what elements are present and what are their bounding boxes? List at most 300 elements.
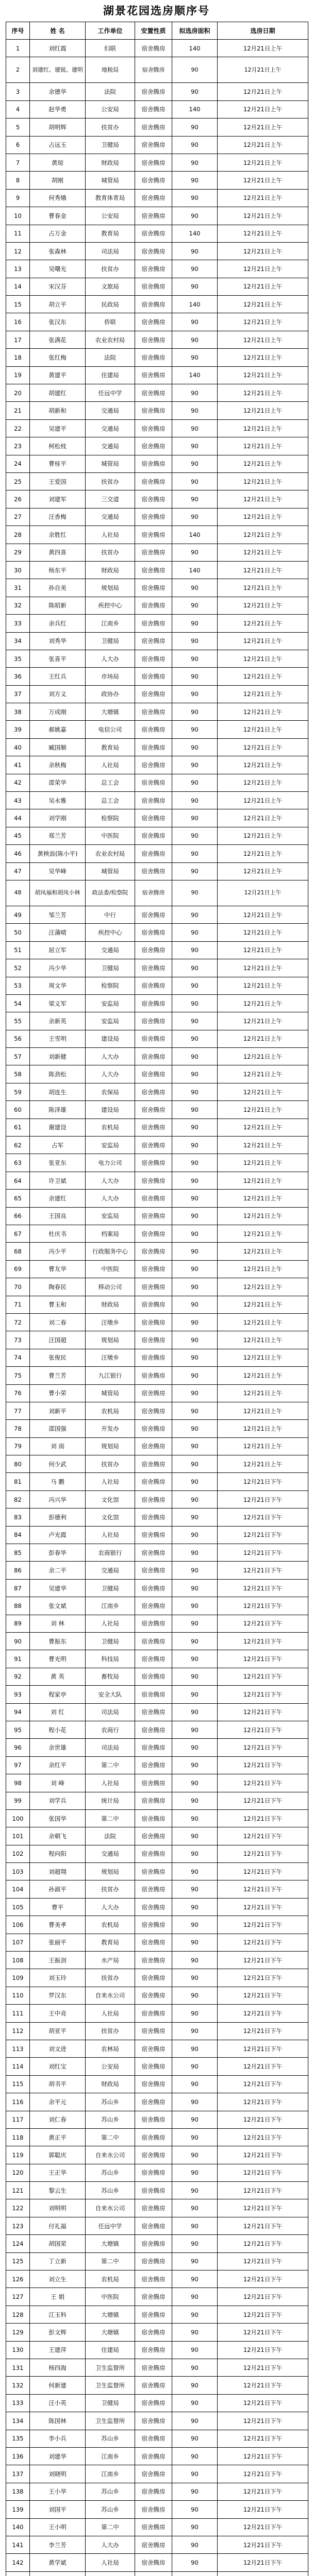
- cell-area: 90: [172, 2501, 218, 2518]
- cell-date: 12月21日上午: [218, 366, 308, 384]
- cell-name: 屈立军: [30, 941, 86, 959]
- cell-seq: 31: [6, 579, 30, 597]
- cell-unit: 教育局: [86, 1934, 135, 1951]
- cell-unit: 城管局: [86, 455, 135, 472]
- cell-type: 宿舍腾房: [135, 792, 172, 809]
- table-row: [6, 2465, 308, 2483]
- cell-type: 宿舍腾房: [135, 313, 172, 331]
- cell-name: 张国华: [30, 1809, 86, 1827]
- cell-name: 王红兵: [30, 668, 86, 685]
- table-row: [6, 1739, 308, 1756]
- table-row: [6, 1863, 308, 1880]
- cell-name: 曹平: [30, 1898, 86, 1916]
- cell-unit: 扶贫办: [86, 544, 135, 561]
- table-row: [6, 2447, 308, 2465]
- cell-name: 曹光明: [30, 1650, 86, 1668]
- cell-area: 90: [172, 1260, 218, 1278]
- cell-unit: 苏山乡: [86, 2182, 135, 2199]
- cell-seq: 111: [6, 2005, 30, 2022]
- cell-type: 宿舍腾房: [135, 2164, 172, 2181]
- table-row: [6, 136, 308, 154]
- cell-seq: 6: [6, 136, 30, 154]
- cell-area: 90: [172, 2235, 218, 2252]
- cell-unit: 农林局: [86, 2040, 135, 2057]
- cell-seq: 53: [6, 977, 30, 994]
- cell-name: 何新建: [30, 2377, 86, 2394]
- cell-area: 90: [172, 2111, 218, 2128]
- cell-area: 90: [172, 2394, 218, 2412]
- cell-date: 12月21日上午: [218, 455, 308, 472]
- cell-date: 12月21日下午: [218, 1615, 308, 1632]
- cell-seq: 28: [6, 526, 30, 544]
- cell-area: 90: [172, 2199, 218, 2217]
- cell-seq: 33: [6, 615, 30, 632]
- cell-unit: 大塘镇: [86, 2306, 135, 2323]
- table-row: [6, 2093, 308, 2111]
- cell-unit: 卫健局: [86, 2394, 135, 2412]
- cell-type: 宿舍腾房: [135, 2252, 172, 2270]
- table-row: [6, 278, 308, 295]
- cell-date: [218, 2571, 308, 2576]
- cell-name: 黄琼: [30, 154, 86, 171]
- cell-unit: 三交道: [86, 490, 135, 508]
- table-row: [6, 242, 308, 260]
- table-row: [6, 366, 308, 384]
- cell-type: 宿舍腾房: [135, 994, 172, 1012]
- table-row: [6, 579, 308, 597]
- cell-seq: 126: [6, 2270, 30, 2288]
- cell-unit: 疾控中心: [86, 597, 135, 614]
- cell-seq: 109: [6, 1969, 30, 1987]
- cell-unit: 第二中: [86, 2128, 135, 2146]
- table-row: [6, 1809, 308, 1827]
- cell-date: 12月21日下午: [218, 1916, 308, 1934]
- cell-date: 12月21日下午: [218, 2217, 308, 2234]
- cell-unit: 江南乡: [86, 2465, 135, 2483]
- table-row: [6, 721, 308, 738]
- cell-unit: 中医院: [86, 2288, 135, 2306]
- cell-type: 宿舍腾房: [135, 1349, 172, 1366]
- cell-name: 汪小英: [30, 2394, 86, 2412]
- cell-seq: 139: [6, 2501, 30, 2518]
- cell-type: 宿舍腾房: [135, 845, 172, 862]
- cell-area: 90: [172, 1207, 218, 1225]
- cell-type: 宿舍腾房: [135, 579, 172, 597]
- cell-unit: 财政局: [86, 561, 135, 579]
- cell-area: 90: [172, 685, 218, 703]
- cell-unit: 人社局: [86, 526, 135, 544]
- cell-name: 张森林: [30, 242, 86, 260]
- cell-seq: 75: [6, 1367, 30, 1384]
- cell-type: 宿舍腾房: [135, 1845, 172, 1862]
- table-row: [6, 738, 308, 756]
- header-row: [6, 22, 308, 40]
- table-row: [6, 2483, 308, 2500]
- cell-unit: 卫健局: [86, 1632, 135, 1650]
- header-name: 姓 名: [30, 22, 86, 40]
- cell-date: 12月21日上午: [218, 1437, 308, 1455]
- cell-type: 宿舍腾房: [135, 455, 172, 472]
- cell-name: 刘立生: [30, 2270, 86, 2288]
- table-row: [6, 924, 308, 941]
- cell-seq: 86: [6, 1562, 30, 1579]
- cell-type: 宿舍腾房: [135, 1739, 172, 1756]
- table-row: [6, 2146, 308, 2164]
- cell-unit: 人社局: [86, 1526, 135, 1544]
- cell-unit: 苏山乡: [86, 2093, 135, 2111]
- table-row: [6, 880, 308, 906]
- cell-date: 12月21日下午: [218, 1952, 308, 1969]
- cell-name: 刘新健: [30, 1048, 86, 1065]
- cell-name: 罗汉东: [30, 1987, 86, 2004]
- cell-seq: 99: [6, 1792, 30, 1809]
- cell-type: 宿舍腾房: [135, 1579, 172, 1597]
- cell-name: 张红梅: [30, 349, 86, 366]
- cell-area: 90: [172, 1225, 218, 1243]
- table-row: [6, 597, 308, 614]
- cell-type: 宿舍腾房: [135, 1154, 172, 1172]
- cell-name: 郝姚嘉: [30, 721, 86, 738]
- cell-date: 12月21日上午: [218, 1331, 308, 1349]
- table-row: [6, 154, 308, 171]
- cell-date: 12月21日上午: [218, 349, 308, 366]
- cell-unit: 人社局: [86, 1615, 135, 1632]
- cell-unit: 交通局: [86, 402, 135, 419]
- cell-date: 12月21日下午: [218, 1898, 308, 1916]
- table-row: [6, 1367, 308, 1384]
- cell-unit: 科技局: [86, 1650, 135, 1668]
- cell-name: 刘红霞: [30, 40, 86, 57]
- cell-area: 90: [172, 1579, 218, 1597]
- cell-area: 90: [172, 2288, 218, 2306]
- cell-date: 12月21日上午: [218, 906, 308, 923]
- cell-type: 宿舍腾房: [135, 172, 172, 189]
- cell-type: 宿舍腾房: [135, 1809, 172, 1827]
- cell-type: 宿舍腾房: [135, 136, 172, 154]
- cell-type: 宿舍腾房: [135, 57, 172, 83]
- table-row: [6, 1137, 308, 1154]
- cell-type: 宿舍腾房: [135, 384, 172, 402]
- cell-area: 90: [172, 1597, 218, 1615]
- table-row: [6, 862, 308, 880]
- cell-date: 12月21日上午: [218, 1137, 308, 1154]
- cell-type: 宿舍腾房: [135, 1367, 172, 1384]
- cell-unit: 财政局: [86, 154, 135, 171]
- cell-area: 90: [172, 1243, 218, 1260]
- table-row: [6, 296, 308, 313]
- cell-area: 90: [172, 1916, 218, 1934]
- cell-date: 12月21日上午: [218, 136, 308, 154]
- cell-date: 12月21日上午: [218, 561, 308, 579]
- cell-unit: 总工会: [86, 774, 135, 791]
- cell-name: 张俊民: [30, 1349, 86, 1366]
- cell-unit: 法院: [86, 1827, 135, 1845]
- cell-seq: 110: [6, 1987, 30, 2004]
- cell-date: 12月21日上午: [218, 1313, 308, 1331]
- cell-area: 90: [172, 1809, 218, 1827]
- cell-date: 12月21日下午: [218, 2146, 308, 2164]
- cell-date: 12月21日下午: [218, 1756, 308, 1774]
- cell-name: 李兰芳: [30, 2536, 86, 2553]
- cell-seq: 46: [6, 845, 30, 862]
- roster-table: [6, 22, 308, 2576]
- cell-area: 90: [172, 615, 218, 632]
- cell-area: 140: [172, 526, 218, 544]
- cell-unit: 电信公司: [86, 721, 135, 738]
- cell-date: 12月21日下午: [218, 2288, 308, 2306]
- cell-name: 王 娟: [30, 2288, 86, 2306]
- cell-date: 12月21日上午: [218, 703, 308, 721]
- cell-seq: 137: [6, 2465, 30, 2483]
- cell-type: 宿舍腾房: [135, 2022, 172, 2040]
- cell-type: 宿舍腾房: [135, 544, 172, 561]
- cell-type: 宿舍腾房: [135, 2146, 172, 2164]
- cell-name: 刘 雨: [30, 1437, 86, 1455]
- table-row: [6, 650, 308, 667]
- cell-seq: 4: [6, 100, 30, 118]
- cell-unit: 卫生监督所: [86, 2359, 135, 2377]
- table-row: [6, 1845, 308, 1862]
- cell-type: 宿舍腾房: [135, 862, 172, 880]
- cell-type: 宿舍腾房: [135, 561, 172, 579]
- cell-unit: 九江银行: [86, 1367, 135, 1384]
- cell-date: 12月21日上午: [218, 650, 308, 667]
- cell-type: 宿舍腾房: [135, 774, 172, 791]
- cell-seq: 142: [6, 2554, 30, 2571]
- cell-unit: 农业农村局: [86, 845, 135, 862]
- cell-name: 余建红: [30, 1190, 86, 1207]
- cell-area: 90: [172, 1969, 218, 1987]
- cell-unit: 妇联: [86, 40, 135, 57]
- cell-date: 12月21日下午: [218, 2536, 308, 2553]
- cell-name: 吴永雅: [30, 792, 86, 809]
- cell-area: 90: [172, 1048, 218, 1065]
- cell-area: 90: [172, 2430, 218, 2447]
- cell-date: 12月21日下午: [218, 2306, 308, 2323]
- cell-date: 12月21日上午: [218, 809, 308, 827]
- cell-type: 宿舍腾房: [135, 1562, 172, 1579]
- cell-unit: 苏山乡: [86, 2430, 135, 2447]
- cell-name: 冯兴华: [30, 1490, 86, 1508]
- cell-unit: 安监局: [86, 1012, 135, 1030]
- cell-unit: 财政局: [86, 2075, 135, 2093]
- cell-area: 90: [172, 1934, 218, 1951]
- cell-type: 宿舍腾房: [135, 2005, 172, 2022]
- cell-area: 90: [172, 1987, 218, 2004]
- table-row: [6, 685, 308, 703]
- cell-name: 胡连生: [30, 1083, 86, 1100]
- cell-date: 12月21日上午: [218, 472, 308, 490]
- cell-date: 12月21日下午: [218, 2199, 308, 2217]
- cell-seq: 94: [6, 1703, 30, 1721]
- cell-name: 刘晓明: [30, 2465, 86, 2483]
- cell-name: 李小兵: [30, 2430, 86, 2447]
- cell-name: 黄四喜: [30, 544, 86, 561]
- cell-area: 90: [172, 2554, 218, 2571]
- cell-seq: 61: [6, 1118, 30, 1136]
- cell-unit: 卫健局: [86, 959, 135, 977]
- cell-seq: 34: [6, 632, 30, 650]
- cell-date: 12月21日下午: [218, 2270, 308, 2288]
- cell-name: 吴建平: [30, 419, 86, 437]
- cell-type: 宿舍腾房: [135, 756, 172, 774]
- cell-seq: 68: [6, 1243, 30, 1260]
- cell-unit: 交通局: [86, 1562, 135, 1579]
- cell-seq: 55: [6, 1012, 30, 1030]
- cell-name: 万成刚: [30, 703, 86, 721]
- cell-unit: 扶贫办: [86, 472, 135, 490]
- cell-type: 宿舍腾房: [135, 1012, 172, 1030]
- cell-area: 90: [172, 544, 218, 561]
- cell-seq: 103: [6, 1863, 30, 1880]
- cell-seq: 70: [6, 1278, 30, 1296]
- cell-date: 12月21日下午: [218, 2075, 308, 2093]
- cell-type: 宿舍腾房: [135, 1916, 172, 1934]
- cell-date: 12月21日下午: [218, 1863, 308, 1880]
- cell-seq: 18: [6, 349, 30, 366]
- cell-unit: 检察院: [86, 977, 135, 994]
- cell-area: 90: [172, 2412, 218, 2430]
- cell-seq: 113: [6, 2040, 30, 2057]
- cell-unit: 统计局: [86, 1792, 135, 1809]
- table-row: [6, 941, 308, 959]
- table-row: [6, 260, 308, 278]
- table-row: [6, 632, 308, 650]
- cell-name: 黄学斌: [30, 2554, 86, 2571]
- table-row: [6, 774, 308, 791]
- table-row: [6, 1313, 308, 1331]
- cell-seq: 64: [6, 1172, 30, 1189]
- cell-unit: 第二中: [86, 2252, 135, 2270]
- cell-name: 胡刚: [30, 172, 86, 189]
- cell-date: 12月21日上午: [218, 57, 308, 83]
- table-row: [6, 615, 308, 632]
- table-row: [6, 703, 308, 721]
- cell-area: 90: [172, 977, 218, 994]
- cell-name: 刘 峰: [30, 1774, 86, 1792]
- cell-seq: 108: [6, 1952, 30, 1969]
- cell-area: 90: [172, 278, 218, 295]
- cell-name: 梁义军: [30, 994, 86, 1012]
- cell-area: 90: [172, 1721, 218, 1738]
- cell-date: 12月21日上午: [218, 1083, 308, 1100]
- cell-date: 12月21日上午: [218, 738, 308, 756]
- cell-name: 付礼福: [30, 2217, 86, 2234]
- cell-date: 12月21日上午: [218, 994, 308, 1012]
- cell-unit: 农机局: [86, 1402, 135, 1419]
- cell-unit: 扶贫办: [86, 118, 135, 136]
- cell-area: 90: [172, 1455, 218, 1473]
- cell-area: 90: [172, 1118, 218, 1136]
- cell-unit: 财政局: [86, 1296, 135, 1313]
- cell-name: 余世雄: [30, 1739, 86, 1756]
- cell-type: 宿舍腾房: [135, 2288, 172, 2306]
- table-row: [6, 959, 308, 977]
- cell-unit: 自来水公司: [86, 1987, 135, 2004]
- table-row: [6, 1756, 308, 1774]
- cell-date: 12月21日上午: [218, 490, 308, 508]
- cell-seq: 37: [6, 685, 30, 703]
- cell-unit: 建设局: [86, 1030, 135, 1047]
- cell-seq: 72: [6, 1313, 30, 1331]
- table-row: [6, 1632, 308, 1650]
- cell-area: 90: [172, 154, 218, 171]
- cell-area: 90: [172, 1437, 218, 1455]
- cell-name: 刘建红、建锐、建明: [30, 57, 86, 83]
- header-unit: 工作单位: [86, 22, 135, 40]
- cell-area: 90: [172, 1952, 218, 1969]
- cell-area: 90: [172, 1420, 218, 1437]
- cell-unit: 任远中学: [86, 2217, 135, 2234]
- cell-area: 90: [172, 738, 218, 756]
- cell-unit: 农商银行: [86, 1544, 135, 1562]
- table-row: [6, 1562, 308, 1579]
- table-row: [6, 2005, 308, 2022]
- cell-type: 宿舍腾房: [135, 1118, 172, 1136]
- cell-name: 余新英: [30, 1012, 86, 1030]
- cell-area: 90: [172, 2058, 218, 2075]
- cell-date: 12月21日下午: [218, 1739, 308, 1756]
- table-row: [6, 384, 308, 402]
- header-seq: 序号: [6, 22, 30, 40]
- cell-type: 宿舍腾房: [135, 2465, 172, 2483]
- cell-type: 宿舍腾房: [135, 207, 172, 225]
- cell-type: 宿舍腾房: [135, 2306, 172, 2323]
- cell-seq: 83: [6, 1509, 30, 1526]
- cell-seq: 101: [6, 1827, 30, 1845]
- cell-unit: 江南乡: [86, 2447, 135, 2465]
- cell-name: 余红平: [30, 1756, 86, 1774]
- cell-date: 12月21日上午: [218, 172, 308, 189]
- cell-seq: 26: [6, 490, 30, 508]
- cell-date: 12月21日上午: [218, 437, 308, 455]
- table-row: [6, 419, 308, 437]
- cell-area: 90: [172, 1668, 218, 1685]
- cell-area: 90: [172, 906, 218, 923]
- table-row: [6, 1225, 308, 1243]
- cell-unit: 规划局: [86, 1437, 135, 1455]
- cell-name: 王小明: [30, 2518, 86, 2536]
- cell-name: 杜庆书: [30, 1225, 86, 1243]
- cell-unit: 水产局: [86, 1952, 135, 1969]
- cell-name: 程向阳: [30, 1845, 86, 1862]
- table-row: [6, 1101, 308, 1118]
- cell-seq: 14: [6, 278, 30, 295]
- table-row: [6, 2554, 308, 2571]
- cell-name: 陈泽雄: [30, 1101, 86, 1118]
- cell-area: 90: [172, 1880, 218, 1898]
- cell-name: 孙自美: [30, 579, 86, 597]
- cell-area: 90: [172, 260, 218, 278]
- table-row: [6, 2341, 308, 2359]
- cell-unit: 农机局: [86, 2270, 135, 2288]
- cell-seq: 58: [6, 1065, 30, 1083]
- cell-seq: 114: [6, 2058, 30, 2075]
- cell-unit: 农业农村局: [86, 331, 135, 348]
- cell-name: 刘建军: [30, 490, 86, 508]
- cell-unit: 安监局: [86, 1207, 135, 1225]
- cell-seq: 69: [6, 1260, 30, 1278]
- cell-seq: 90: [6, 1632, 30, 1650]
- cell-area: 90: [172, 1739, 218, 1756]
- table-row: [6, 1721, 308, 1738]
- cell-unit: 苏山乡: [86, 2164, 135, 2181]
- cell-date: 12月21日下午: [218, 2005, 308, 2022]
- cell-area: 90: [172, 349, 218, 366]
- cell-name: 张喜平: [30, 650, 86, 667]
- cell-date: 12月21日上午: [218, 40, 308, 57]
- cell-date: 12月21日下午: [218, 2128, 308, 2146]
